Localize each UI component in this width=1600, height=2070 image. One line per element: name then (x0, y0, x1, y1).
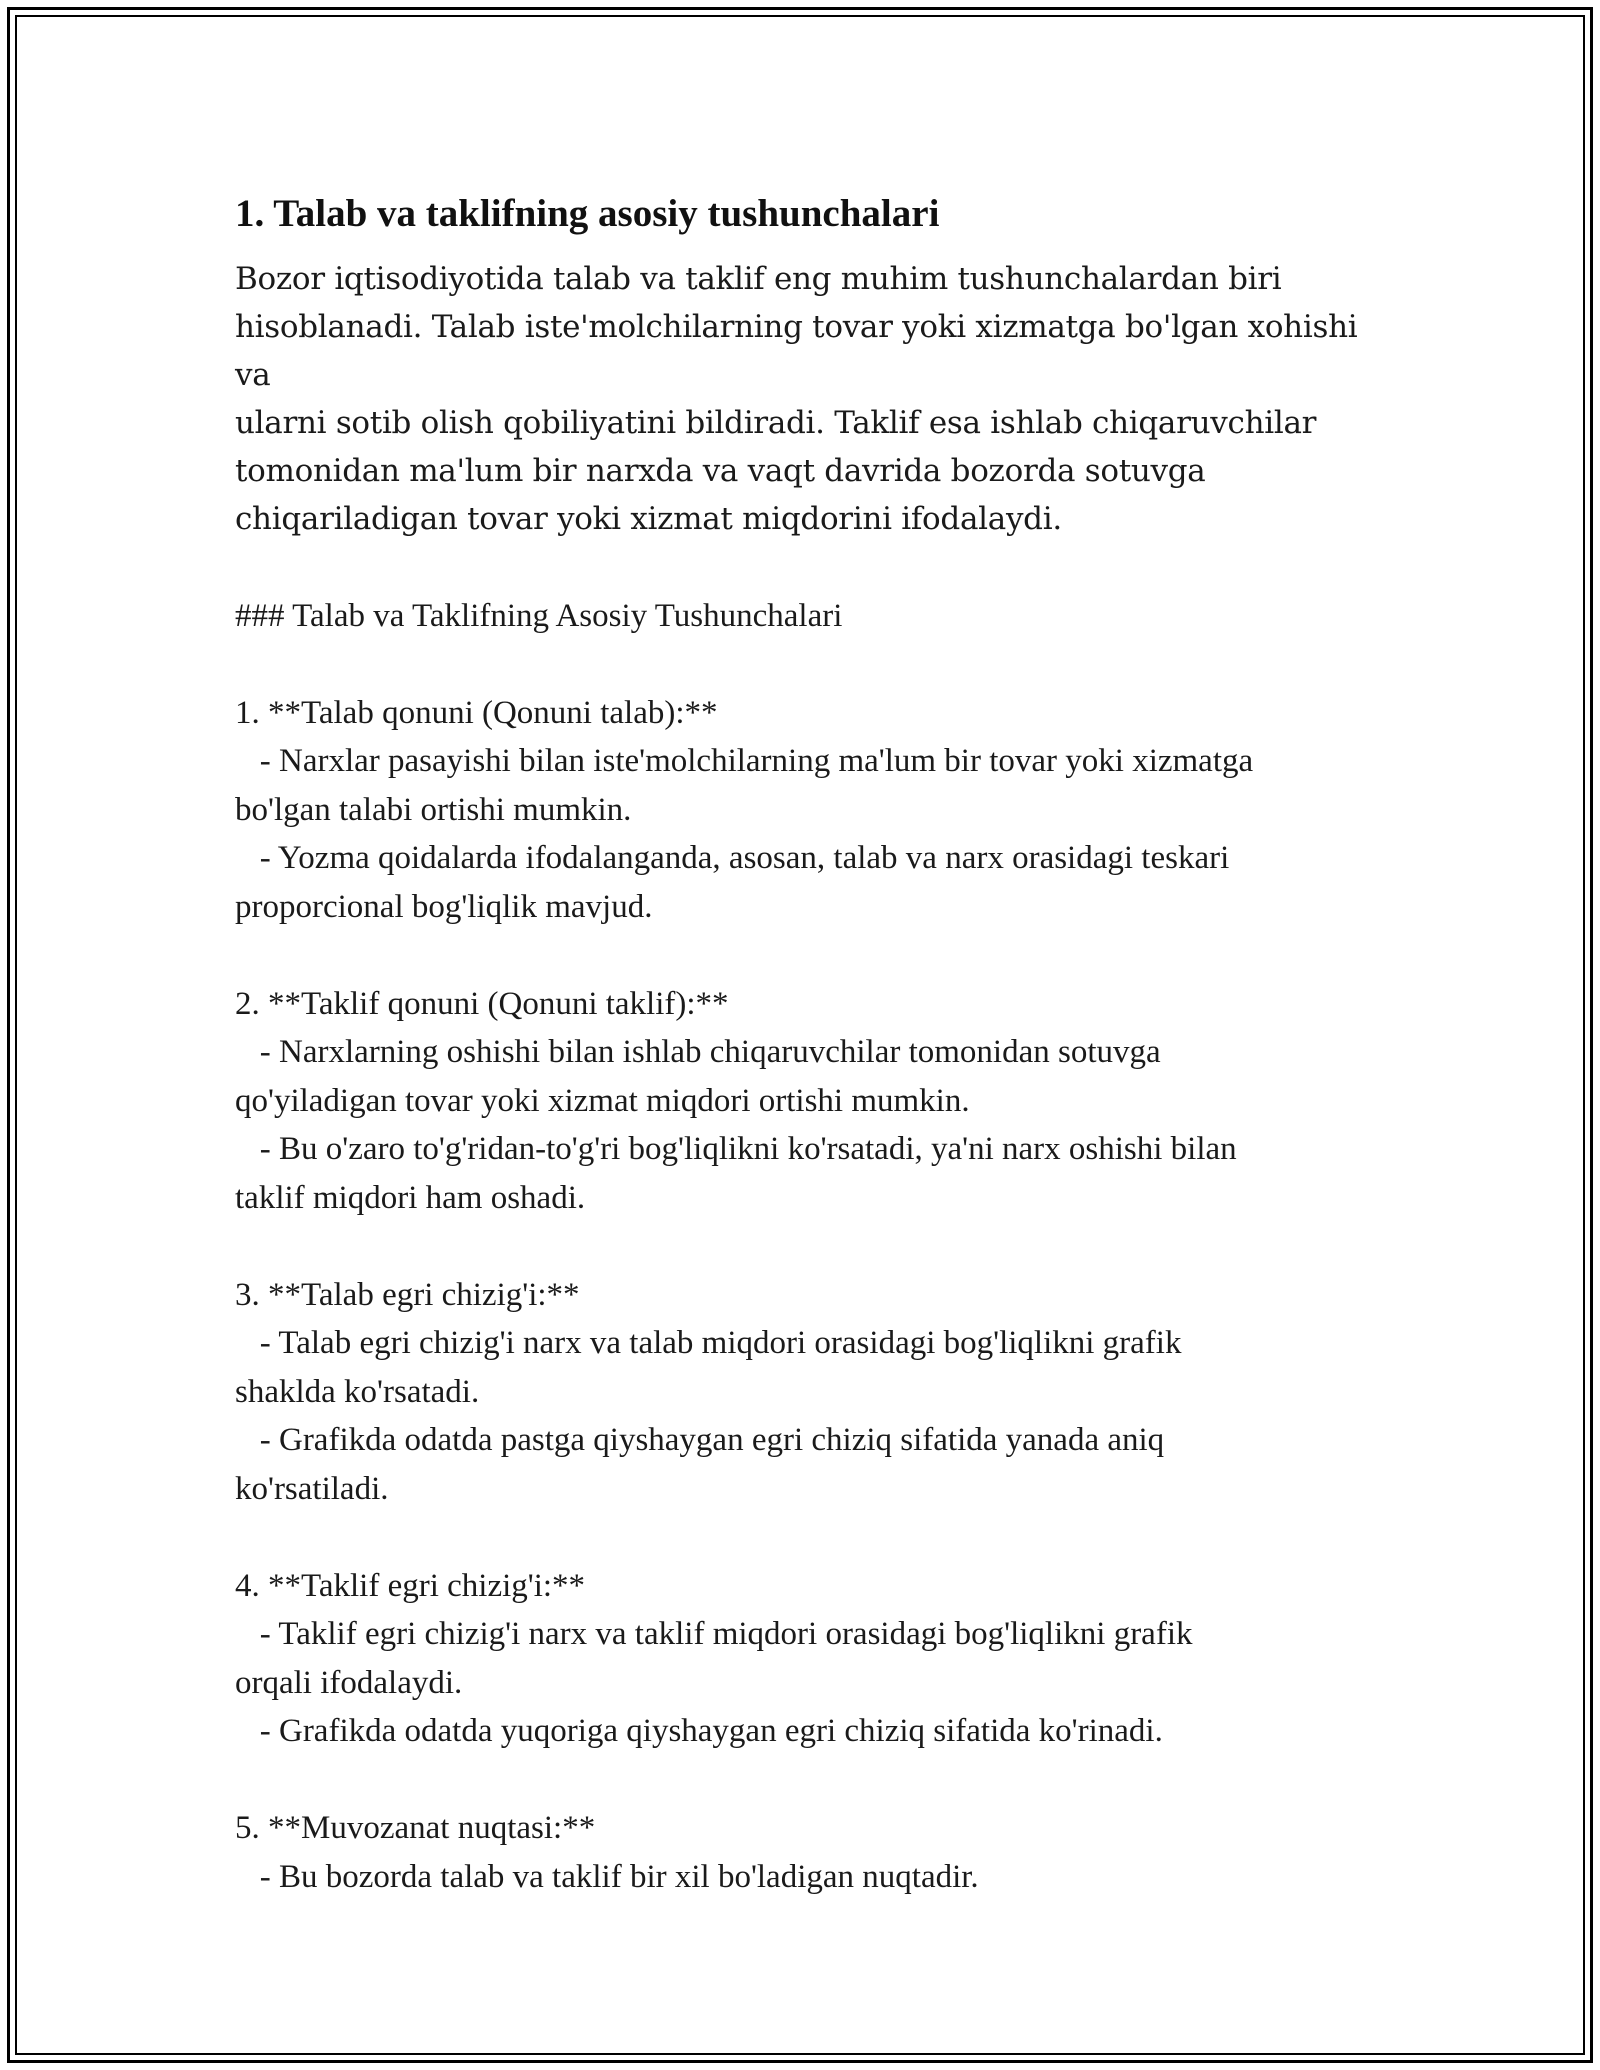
list-section-2 (235, 980, 1375, 1223)
list-item-line: shaklda ko'rsatadi. (235, 1373, 480, 1410)
blank-line (235, 931, 1375, 980)
body-text (235, 543, 1375, 1901)
list-item-title: 2. **Taklif qonuni (Qonuni taklif):** (235, 985, 729, 1022)
intro-line: Bozor iqtisodiyotida talab va taklif eng muhim tushunchalardan biri (235, 261, 1282, 297)
list-item-line: - Bu o'zaro to'g'ridan-to'g'ri bog'liqlikni ko'rsatadi, ya'ni narx oshishi bilan (235, 1131, 1237, 1167)
list-item-title: 4. **Taklif egri chizig'i:** (235, 1567, 586, 1604)
intro-line: hisoblanadi. Talab iste'molchilarning tovar yoki xizmatga bo'lgan xohishi va (235, 309, 1358, 393)
list-item-line: taklif miqdori ham oshadi. (235, 1179, 586, 1216)
list-item-line: - Grafikda odatda pastga qiyshaygan egri chiziq sifatida yanada aniq (235, 1422, 1165, 1458)
intro-line: tomonidan ma'lum bir narxda va vaqt davrida bozorda sotuvga (235, 453, 1206, 489)
list-item-line: - Narxlarning oshishi bilan ishlab chiqaruvchilar tomonidan sotuvga (235, 1034, 1161, 1070)
list-item-line: - Taklif egri chizig'i narx va taklif miqdori orasidagi bog'liqlikni grafik (235, 1616, 1193, 1652)
list-item-line: qo'yiladigan tovar yoki xizmat miqdori ortishi mumkin. (235, 1082, 970, 1119)
list-section-4 (235, 1562, 1375, 1756)
list-item-line: - Yozma qoidalarda ifodalanganda, asosan, talab va narx orasidagi teskari (235, 840, 1230, 876)
intro-line: chiqariladigan tovar yoki xizmat miqdorini ifodalaydi. (235, 501, 1062, 537)
list-item-line: ko'rsatiladi. (235, 1470, 389, 1507)
list-item-title: 3. **Talab egri chizig'i:** (235, 1276, 580, 1313)
intro-paragraph (235, 255, 1375, 543)
intro-line: ularni sotib olish qobiliyatini bildiradi. Taklif esa ishlab chiqaruvchilar (235, 405, 1317, 441)
list-item-title: 5. **Muvozanat nuqtasi:** (235, 1810, 596, 1846)
blank-line (235, 1756, 1375, 1805)
section-heading: 1. Talab va taklifning asosiy tushunchalari (235, 192, 940, 235)
subheading: ### Talab va Taklifning Asosiy Tushunchalari (235, 597, 843, 634)
document-content (235, 185, 1375, 1901)
list-section-5 (235, 1804, 1375, 1901)
list-item-line: bo'lgan talabi ortishi mumkin. (235, 791, 632, 828)
list-item-line: - Narxlar pasayishi bilan iste'molchilarning ma'lum bir tovar yoki xizmatga (235, 743, 1254, 779)
list-item-line: - Bu bozorda talab va taklif bir xil bo'ladigan nuqtadir. (235, 1858, 979, 1895)
blank-line (235, 1222, 1375, 1271)
list-section-3 (235, 1271, 1375, 1514)
blank-line (235, 543, 1375, 592)
list-item-line: orqali ifodalaydi. (235, 1664, 463, 1701)
list-item-title: 1. **Talab qonuni (Qonuni talab):** (235, 694, 718, 731)
blank-line (235, 640, 1375, 689)
blank-line (235, 1513, 1375, 1562)
list-item-line: - Talab egri chizig'i narx va talab miqdori orasidagi bog'liqlikni grafik (235, 1325, 1182, 1361)
list-item-line: - Grafikda odatda yuqoriga qiyshaygan egri chiziq sifatida ko'rinadi. (235, 1713, 1163, 1749)
list-section-1 (235, 689, 1375, 932)
list-item-line: proporcional bog'liqlik mavjud. (235, 888, 653, 925)
